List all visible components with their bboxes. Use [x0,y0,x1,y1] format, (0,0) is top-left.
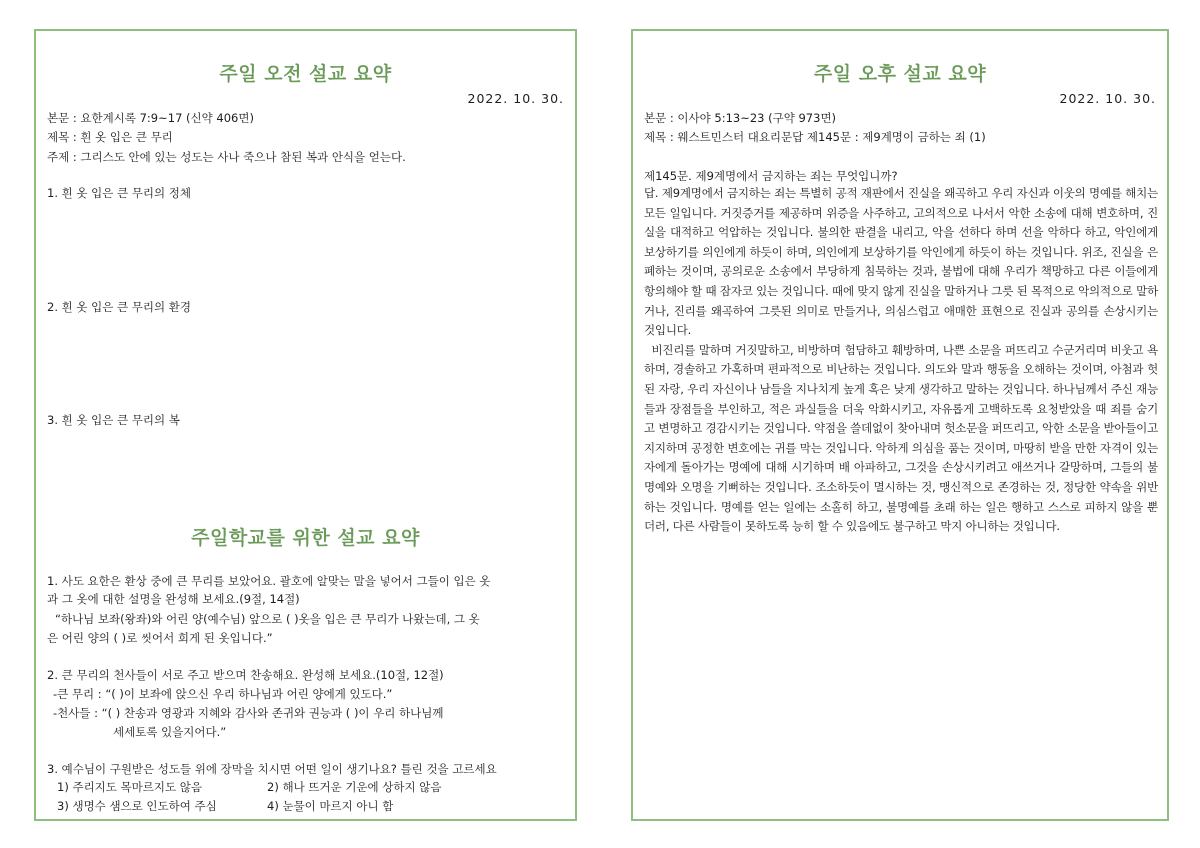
outline-point-1: 1. 흰 옷 입은 큰 무리의 정체 [47,186,191,200]
answer-option-2: 2) 해나 뜨거운 기운에 상하지 않음 [267,780,442,794]
morning-sermon-date: 2022. 10. 30. [467,91,564,106]
question-1-line-2: 과 그 옷에 대한 설명을 완성해 보세요.(9절, 14절) [47,592,300,606]
question-2-line-3: -천사들 : “( ) 찬송과 영광과 지혜와 감사와 존귀와 권능과 ( )이 우리 하나님께 [53,706,444,720]
scripture-reference: 본문 : 요한계시록 7:9~17 (신약 406면) [47,111,254,125]
answer-option-3: 3) 생명수 샘으로 인도하여 주심 [57,799,217,813]
scripture-reference: 본문 : 이사야 5:13~23 (구약 973면) [644,111,837,125]
morning-sermon-page [34,29,577,821]
question-2-line-1: 2. 큰 무리의 천사들이 서로 주고 받으며 찬송해요. 완성해 보세요.(10절, 12절) [47,668,444,682]
answer-paragraph-2: 비진리를 말하며 거짓말하고, 비방하며 험담하고 훼방하며, 나쁜 소문을 퍼뜨리고 수군거리며 비웃고 욕하며, 경솔하고 가혹하며 편파적으로 비난하는 것입니다. 의도와 말과 행동을 오해하는 것이며, 아첨과 헛된 자랑, 우리 자신이나 남들을 지나치게 높게 혹은 낮게 생각하고 말하는 것입니다. 하나님께서 주신 재능들과 장점들을 부인하고, 적은 과실들을 더욱 악화시키고, 자유롭게 고백하도록 요청받았을 때 죄를 숨기고 변명하고 경감시키는 것입니다. 약점을 쓸데없이 찾아내며 헛소문을 퍼뜨리고, 악한 소문을 받아들이고 지지하며 공정한 변호에는 귀를 막는 것입니다. 악하게 의심을 품는 것이며, 마땅히 받을 만한 자격이 있는 자에게 돌아가는 명예에 대해 시기하며 배 아파하고, 그것을 손상시키려고 애쓰거나 갈망하며, 그들의 불명예와 오명을 기뻐하는 것입니다. 조소하듯이 멸시하는 것, 맹신적으로 존경하는 것, 정당한 약속을 위반하는 것입니다. 명예를 얻는 일에는 소홀히 하고, 불명예를 초래 하는 일은 행하고 스스로 피하지 않을 뿐더러, 다른 사람들이 못하도록 능히 할 수 있음에도 불구하고 막지 아니하는 것입니다. [644,342,1159,534]
sermon-theme: 주제 : 그리스도 안에 있는 성도는 사나 죽으나 참된 복과 안식을 얻는다. [47,150,406,164]
question-1-line-3: “하나님 보좌(왕좌)와 어린 양(예수님) 앞으로 ( )옷을 입은 큰 무리가 나왔는데, 그 옷 [55,612,480,626]
afternoon-sermon-date: 2022. 10. 30. [1059,91,1156,106]
sermon-subject: 제목 : 웨스트민스터 대요리문답 제145문 : 제9계명이 금하는 죄 (1) [644,130,986,144]
morning-sermon-title: 주일 오전 설교 요약 [219,63,392,85]
catechism-answer [644,184,1158,537]
sermon-subject: 제목 : 흰 옷 입은 큰 무리 [47,130,173,144]
afternoon-sermon-page [631,29,1169,821]
sunday-school-title: 주일학교를 위한 설교 요약 [191,527,420,549]
question-1-line-1: 1. 사도 요한은 환상 중에 큰 무리를 보았어요. 괄호에 알맞는 말을 넣어서 그들이 입은 옷 [47,574,491,588]
outline-point-3: 3. 흰 옷 입은 큰 무리의 복 [47,413,180,427]
answer-option-1: 1) 주리지도 목마르지도 않음 [57,780,202,794]
question-2-line-2: -큰 무리 : “( )이 보좌에 앉으신 우리 하나님과 어린 양에게 있도다.” [53,687,393,701]
question-1-line-4: 은 어린 양의 ( )로 씻어서 희게 된 옷입니다.” [47,631,273,645]
catechism-question: 제145문. 제9계명에서 금지하는 죄는 무엇입니까? [644,169,898,183]
afternoon-sermon-title: 주일 오후 설교 요약 [813,63,987,85]
question-3-line-1: 3. 예수님이 구원받은 성도들 위에 장막을 치시면 어떤 일이 생기나요? 틀린 것을 고르세요 [47,762,497,776]
answer-option-4: 4) 눈물이 마르지 아니 함 [267,799,394,813]
outline-point-2: 2. 흰 옷 입은 큰 무리의 환경 [47,300,191,314]
answer-paragraph-1: 답. 제9계명에서 금지하는 죄는 특별히 공적 재판에서 진실을 왜곡하고 우리 자신과 이웃의 명예를 해치는 모든 일입니다. 거짓증거를 제공하며 위증을 사주하고, 고의적으로 나서서 악한 소송에 대해 변호하며, 진실을 대적하고 억압하는 것입니다. 불의한 판결을 내리고, 악을 선하다 하며 선을 악하다 하고, 악인에게 보상하기를 의인에게 하듯이 하며, 의인에게 보상하기를 악인에게 하듯이 하는 것입니다. 위조, 진실을 은폐하는 것이며, 공의로운 소송에서 부당하게 침묵하는 것과, 불법에 대해 우리가 책망하고 다른 이들에게 항의해야 할 때 잠자코 있는 것입니다. 때에 맞지 않게 진실을 말하거나 그릇 된 목적으로 악의적으로 말하거나, 진리를 왜곡하여 그릇된 의미로 만들거나, 의심스럽고 애매한 표현으로 진실과 공의를 손상시키는 것입니다. [644,186,1158,338]
question-2-line-4: 세세토록 있을지어다.” [113,725,227,739]
